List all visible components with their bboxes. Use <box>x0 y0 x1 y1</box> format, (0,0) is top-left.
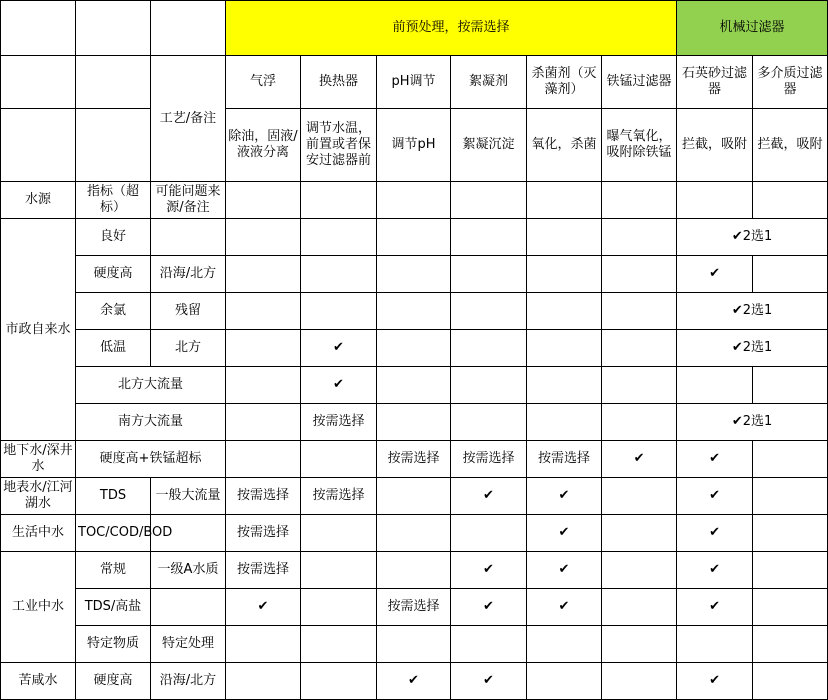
choose-mark[interactable]: 按需选择 <box>527 441 602 478</box>
desc-multi-filter[interactable]: 拦截，吸附 <box>753 109 828 182</box>
blank-cell[interactable] <box>151 219 226 256</box>
col-air-float[interactable]: 气浮 <box>226 56 301 109</box>
blank-cell[interactable] <box>301 256 377 293</box>
blank-cell[interactable] <box>301 182 377 219</box>
row-residual-chlorine[interactable]: 余氯 <box>76 293 151 330</box>
check-mark[interactable]: ✔ <box>451 478 527 515</box>
cause-large-flow[interactable]: 一般大流量 <box>151 478 226 515</box>
group-municipal[interactable]: 市政自来水 <box>1 219 76 441</box>
blank-cell[interactable] <box>377 330 451 367</box>
blank-cell[interactable] <box>753 589 828 626</box>
blank-cell[interactable] <box>602 478 677 515</box>
blank-cell[interactable] <box>602 293 677 330</box>
mark-choose-one[interactable]: ✔2选1 <box>677 293 828 330</box>
check-mark[interactable]: ✔ <box>301 330 377 367</box>
blank-cell[interactable] <box>527 182 602 219</box>
blank-cell[interactable] <box>226 256 301 293</box>
blank-cell[interactable] <box>226 219 301 256</box>
blank-cell[interactable] <box>602 367 677 404</box>
blank-cell[interactable] <box>527 330 602 367</box>
choose-mark[interactable]: 按需选择 <box>377 589 451 626</box>
blank-cell[interactable] <box>602 552 677 589</box>
blank-cell[interactable] <box>527 367 602 404</box>
check-mark[interactable]: ✔ <box>527 515 602 552</box>
desc-fe-mn-filter[interactable]: 曝气氧化，吸附除铁锰 <box>602 109 677 182</box>
row-special[interactable]: 特定物质 <box>76 626 151 663</box>
blank-cell[interactable] <box>451 219 527 256</box>
desc-air-float[interactable]: 除油，固液/液液分离 <box>226 109 301 182</box>
blank-cell[interactable] <box>377 293 451 330</box>
desc-flocculant[interactable]: 絮凝沉淀 <box>451 109 527 182</box>
check-mark[interactable]: ✔ <box>677 552 753 589</box>
col-biocide[interactable]: 杀菌剂（灭藻剂） <box>527 56 602 109</box>
desc-biocide[interactable]: 氧化，杀菌 <box>527 109 602 182</box>
blank-cell[interactable] <box>76 109 151 182</box>
blank-cell[interactable] <box>1 1 76 56</box>
blank-cell[interactable] <box>301 219 377 256</box>
blank-cell[interactable] <box>527 293 602 330</box>
blank-cell[interactable] <box>602 256 677 293</box>
blank-cell[interactable] <box>753 441 828 478</box>
blank-cell[interactable] <box>226 182 301 219</box>
blank-cell[interactable] <box>451 626 527 663</box>
row-good[interactable]: 良好 <box>76 219 151 256</box>
blank-cell[interactable] <box>602 626 677 663</box>
blank-cell[interactable] <box>527 626 602 663</box>
check-mark[interactable]: ✔ <box>377 663 451 700</box>
row-south-large-flow[interactable]: 南方大流量 <box>76 404 226 441</box>
check-mark[interactable]: ✔ <box>677 589 753 626</box>
blank-cell[interactable] <box>226 404 301 441</box>
row-hardness-high-2[interactable]: 硬度高 <box>76 663 151 700</box>
blank-cell[interactable] <box>226 626 301 663</box>
header-cause[interactable]: 可能问题来源/备注 <box>151 182 226 219</box>
header-source[interactable]: 水源 <box>1 182 76 219</box>
blank-cell[interactable] <box>301 552 377 589</box>
blank-cell[interactable] <box>1 56 76 109</box>
blank-cell[interactable] <box>377 256 451 293</box>
blank-cell[interactable] <box>527 663 602 700</box>
check-mark[interactable]: ✔ <box>677 256 753 293</box>
mech-filter-header[interactable]: 机械过滤器 <box>677 1 828 56</box>
cause-coastal-north[interactable]: 沿海/北方 <box>151 256 226 293</box>
check-mark[interactable]: ✔ <box>602 441 677 478</box>
col-flocculant[interactable]: 絮凝剂 <box>451 56 527 109</box>
check-mark[interactable]: ✔ <box>451 663 527 700</box>
desc-sand-filter[interactable]: 拦截，吸附 <box>677 109 753 182</box>
col-heat-exchanger[interactable]: 换热器 <box>301 56 377 109</box>
blank-cell[interactable] <box>451 182 527 219</box>
blank-cell[interactable] <box>151 1 226 56</box>
check-mark[interactable]: ✔ <box>677 478 753 515</box>
blank-cell[interactable] <box>1 109 76 182</box>
blank-cell[interactable] <box>226 663 301 700</box>
check-mark[interactable]: ✔ <box>301 367 377 404</box>
blank-cell[interactable] <box>602 589 677 626</box>
blank-cell[interactable] <box>677 626 753 663</box>
blank-cell[interactable] <box>527 404 602 441</box>
check-mark[interactable]: ✔ <box>451 552 527 589</box>
choose-mark[interactable]: 按需选择 <box>226 552 301 589</box>
group-reclaimed[interactable]: 生活中水 <box>1 515 76 552</box>
mark-choose-one[interactable]: ✔2选1 <box>677 330 828 367</box>
blank-cell[interactable] <box>451 293 527 330</box>
blank-cell[interactable] <box>753 367 828 404</box>
row-toc[interactable]: TOC/COD/BOD <box>76 515 151 552</box>
blank-cell[interactable] <box>377 404 451 441</box>
blank-cell[interactable] <box>602 330 677 367</box>
header-indicator[interactable]: 指标（超标） <box>76 182 151 219</box>
mark-choose-one[interactable]: ✔2选1 <box>677 219 828 256</box>
check-mark[interactable]: ✔ <box>226 589 301 626</box>
blank-cell[interactable] <box>301 626 377 663</box>
check-mark[interactable]: ✔ <box>527 552 602 589</box>
row-north-large-flow[interactable]: 北方大流量 <box>76 367 226 404</box>
blank-cell[interactable] <box>301 293 377 330</box>
choose-mark[interactable]: 按需选择 <box>301 478 377 515</box>
row-low-temp[interactable]: 低温 <box>76 330 151 367</box>
cause-residual[interactable]: 残留 <box>151 293 226 330</box>
pretreat-header[interactable]: 前预处理，按需选择 <box>226 1 677 56</box>
blank-cell[interactable] <box>677 367 753 404</box>
blank-cell[interactable] <box>301 663 377 700</box>
blank-cell[interactable] <box>301 441 377 478</box>
group-industrial[interactable]: 工业中水 <box>1 552 76 663</box>
blank-cell[interactable] <box>602 182 677 219</box>
cause-grade-a[interactable]: 一级A水质 <box>151 552 226 589</box>
blank-cell[interactable] <box>377 515 451 552</box>
blank-cell[interactable] <box>226 330 301 367</box>
blank-cell[interactable] <box>301 515 377 552</box>
cause-coastal-north-2[interactable]: 沿海/北方 <box>151 663 226 700</box>
blank-cell[interactable] <box>377 219 451 256</box>
mark-choose-one[interactable]: ✔2选1 <box>677 404 828 441</box>
choose-mark[interactable]: 按需选择 <box>451 441 527 478</box>
blank-cell[interactable] <box>753 256 828 293</box>
blank-cell[interactable] <box>753 182 828 219</box>
check-mark[interactable]: ✔ <box>451 589 527 626</box>
blank-cell[interactable] <box>451 256 527 293</box>
blank-cell[interactable] <box>377 552 451 589</box>
choose-mark[interactable]: 按需选择 <box>226 515 301 552</box>
blank-cell[interactable] <box>753 515 828 552</box>
row-tds-salt[interactable]: TDS/高盐 <box>76 589 151 626</box>
blank-cell[interactable] <box>602 515 677 552</box>
blank-cell[interactable] <box>377 478 451 515</box>
blank-cell[interactable] <box>451 330 527 367</box>
blank-cell[interactable] <box>753 663 828 700</box>
check-mark[interactable]: ✔ <box>677 663 753 700</box>
blank-cell[interactable] <box>301 589 377 626</box>
blank-cell[interactable] <box>753 478 828 515</box>
col-ph-adjust[interactable]: pH调节 <box>377 56 451 109</box>
row-tds[interactable]: TDS <box>76 478 151 515</box>
blank-cell[interactable] <box>377 367 451 404</box>
cause-north[interactable]: 北方 <box>151 330 226 367</box>
choose-mark[interactable]: 按需选择 <box>301 404 377 441</box>
check-mark[interactable]: ✔ <box>677 441 753 478</box>
blank-cell[interactable] <box>602 219 677 256</box>
blank-cell[interactable] <box>527 219 602 256</box>
blank-cell[interactable] <box>527 256 602 293</box>
col-fe-mn-filter[interactable]: 铁锰过滤器 <box>602 56 677 109</box>
check-mark[interactable]: ✔ <box>527 589 602 626</box>
col-multi-filter[interactable]: 多介质过滤器 <box>753 56 828 109</box>
blank-cell[interactable] <box>76 1 151 56</box>
blank-cell[interactable] <box>377 182 451 219</box>
desc-heat-exchanger[interactable]: 调节水温，前置或者保安过滤器前 <box>301 109 377 182</box>
blank-cell[interactable] <box>226 441 301 478</box>
blank-cell[interactable] <box>451 367 527 404</box>
blank-cell[interactable] <box>602 404 677 441</box>
choose-mark[interactable]: 按需选择 <box>226 478 301 515</box>
group-surface[interactable]: 地表水/江河湖水 <box>1 478 76 515</box>
blank-cell[interactable] <box>377 626 451 663</box>
choose-mark[interactable]: 按需选择 <box>377 441 451 478</box>
blank-cell[interactable] <box>451 404 527 441</box>
blank-cell[interactable] <box>677 182 753 219</box>
blank-cell[interactable] <box>226 293 301 330</box>
check-mark[interactable]: ✔ <box>527 478 602 515</box>
row-hard-fe-mn[interactable]: 硬度高+铁锰超标 <box>76 441 226 478</box>
group-brackish[interactable]: 苦咸水 <box>1 663 76 700</box>
desc-ph-adjust[interactable]: 调节pH <box>377 109 451 182</box>
cause-special-treat[interactable]: 特定处理 <box>151 626 226 663</box>
col-sand-filter[interactable]: 石英砂过滤器 <box>677 56 753 109</box>
blank-cell[interactable] <box>76 56 151 109</box>
process-label[interactable]: 工艺/备注 <box>151 56 226 182</box>
row-normal[interactable]: 常规 <box>76 552 151 589</box>
blank-cell[interactable] <box>151 589 226 626</box>
blank-cell[interactable] <box>602 663 677 700</box>
blank-cell[interactable] <box>226 367 301 404</box>
blank-cell[interactable] <box>753 626 828 663</box>
row-hardness-high[interactable]: 硬度高 <box>76 256 151 293</box>
group-groundwater[interactable]: 地下水/深井水 <box>1 441 76 478</box>
blank-cell[interactable] <box>451 515 527 552</box>
blank-cell[interactable] <box>753 552 828 589</box>
check-mark[interactable]: ✔ <box>677 515 753 552</box>
